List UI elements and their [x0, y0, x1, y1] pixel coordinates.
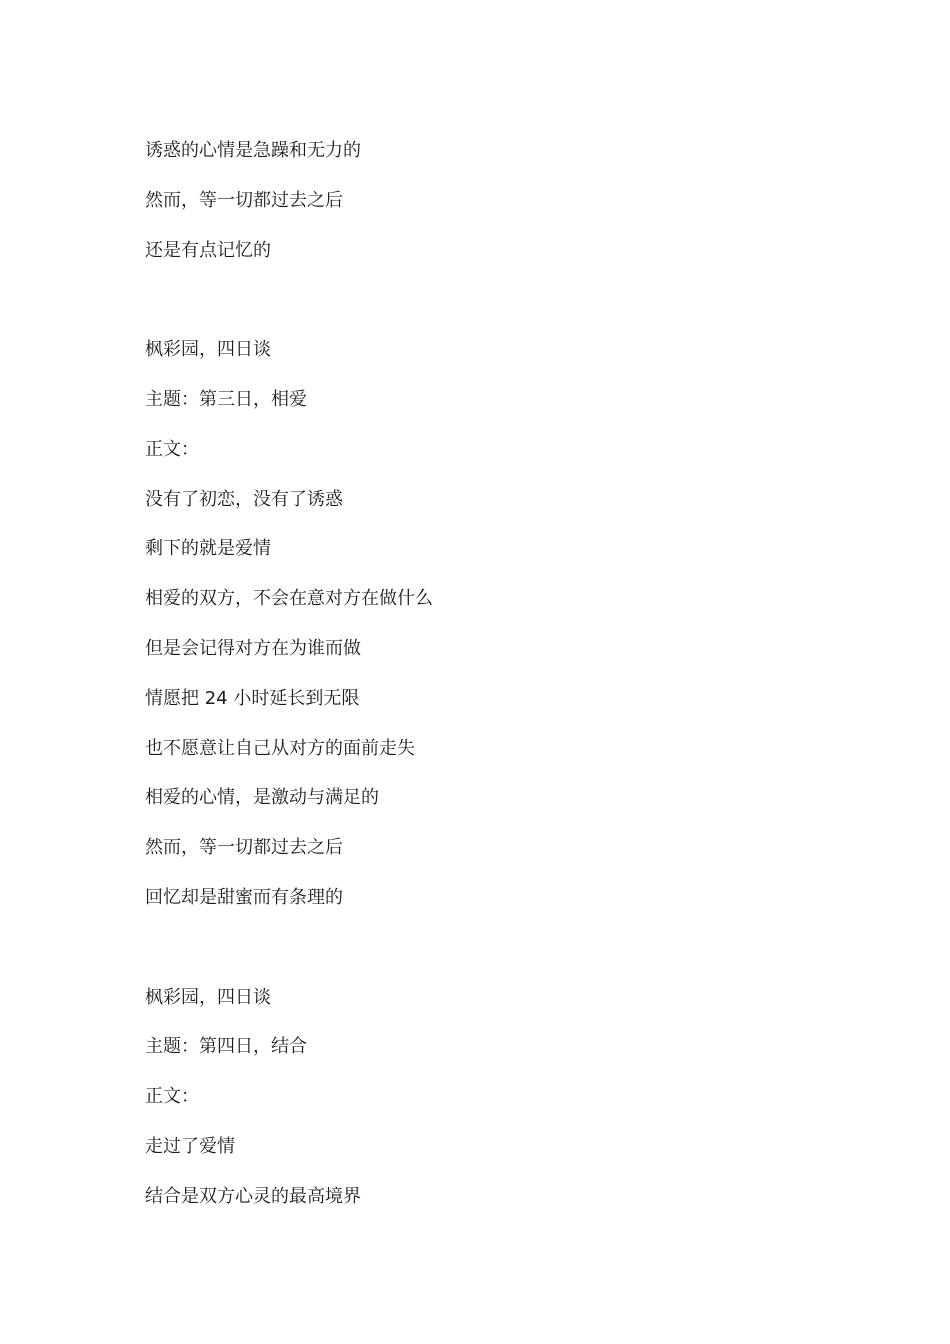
paragraph-line: 也不愿意让自己从对方的面前走失 — [145, 737, 415, 759]
section-header: 枫彩园，四日谈 — [145, 339, 271, 361]
body-label: 正文： — [145, 1086, 199, 1108]
section-header: 枫彩园，四日谈 — [145, 986, 271, 1008]
section-subject: 主题：第四日，结合 — [145, 1036, 307, 1058]
section-subject: 主题：第三日，相爱 — [145, 388, 307, 410]
paragraph-line: 相爱的双方，不会在意对方在做什么 — [145, 588, 433, 610]
blank-line — [145, 934, 433, 962]
paragraph-line: 诱惑的心情是急躁和无力的 — [145, 140, 361, 161]
paragraph-line: 剩下的就是爱情 — [145, 538, 271, 560]
paragraph-line: 没有了初恋，没有了诱惑 — [145, 488, 343, 510]
paragraph-line: 然而，等一切都过去之后 — [145, 189, 343, 211]
document-body — [145, 137, 433, 1233]
blank-line — [145, 286, 433, 314]
paragraph-line: 但是会记得对方在为谁而做 — [145, 637, 361, 659]
paragraph-line: 情愿把 24 小时延长到无限 — [145, 687, 360, 709]
paragraph-line: 相爱的心情，是激动与满足的 — [145, 787, 379, 809]
paragraph-line: 结合是双方心灵的最高境界 — [145, 1185, 361, 1207]
paragraph-line: 回忆却是甜蜜而有条理的 — [145, 886, 343, 908]
paragraph-line: 还是有点记忆的 — [145, 239, 271, 261]
body-label: 正文： — [145, 438, 199, 460]
paragraph-line: 然而，等一切都过去之后 — [145, 837, 343, 859]
paragraph-line: 走过了爱情 — [145, 1135, 235, 1157]
